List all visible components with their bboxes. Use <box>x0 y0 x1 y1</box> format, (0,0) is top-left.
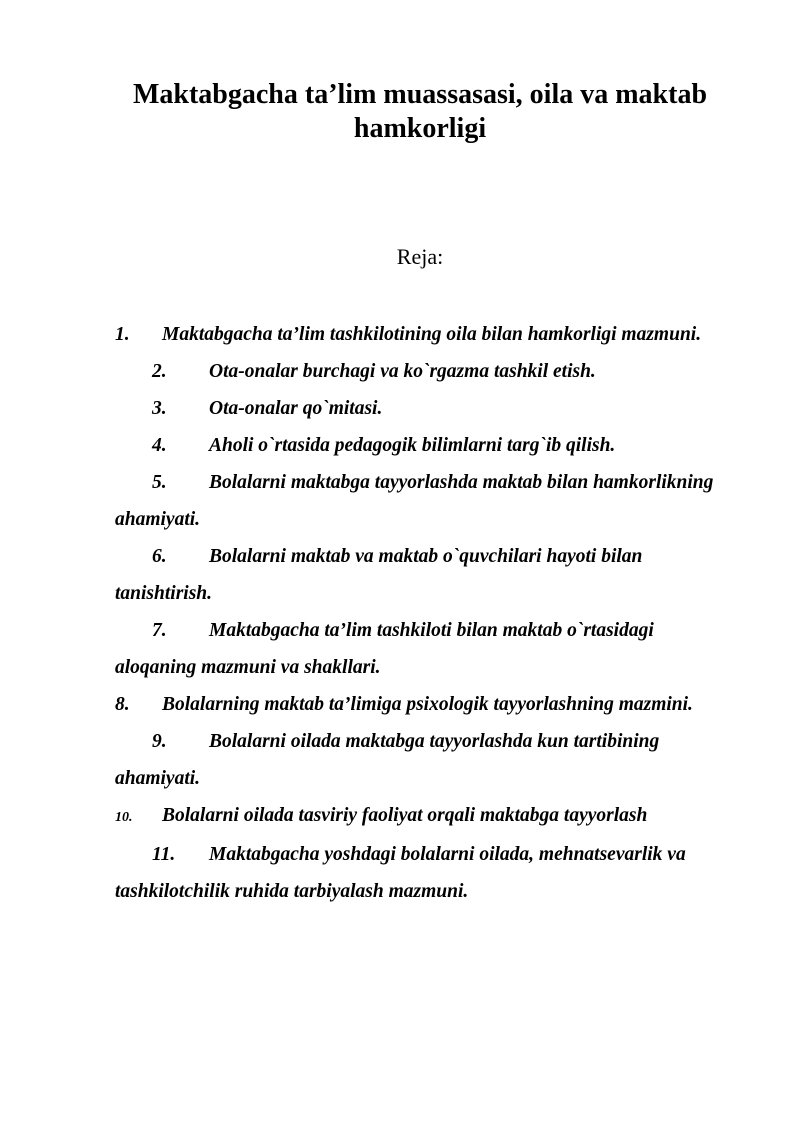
plan-item-number: 7. <box>152 620 167 641</box>
plan-item-number: 4. <box>152 435 167 456</box>
plan-item-text: Bolalarning maktab ta’limiga psixologik tayyorlashning mazmini. <box>162 694 693 715</box>
plan-item-text: Aholi o`rtasida pedagogik bilimlarni targ`ib qilish. <box>209 435 616 456</box>
plan-list <box>115 316 725 910</box>
plan-item-number: 3. <box>152 398 167 419</box>
plan-item-text: Ota-onalar burchagi va ko`rgazma tashkil etish. <box>209 361 596 382</box>
plan-item-number: 5. <box>152 472 167 493</box>
plan-item-text: Bolalarni maktabga tayyorlashda maktab bilan hamkorlikning ahamiyati. <box>115 472 714 530</box>
plan-item <box>115 427 725 464</box>
plan-item-text: Ota-onalar qo`mitasi. <box>209 398 383 419</box>
plan-item-text: Maktabgacha yoshdagi bolalarni oilada, mehnatsevarlik va tashkilotchilik ruhida tarbiyalash mazmuni. <box>115 844 686 902</box>
plan-item-number: 6. <box>152 546 167 567</box>
document-title: Maktabgacha ta’lim muassasasi, oila va maktab hamkorligi <box>132 79 708 144</box>
plan-item-number: 10. <box>115 810 133 825</box>
plan-item <box>115 538 725 612</box>
plan-item-text: Bolalarni maktab va maktab o`quvchilari hayoti bilan tanishtirish. <box>115 546 643 604</box>
plan-item-number: 8. <box>115 694 130 715</box>
plan-item <box>115 797 725 836</box>
plan-item <box>115 612 725 686</box>
plan-item-text: Maktabgacha ta’lim tashkiloti bilan maktab o`rtasidagi aloqaning mazmuni va shakllari. <box>115 620 654 678</box>
plan-item <box>115 390 725 427</box>
plan-heading: Reja: <box>396 244 444 269</box>
plan-item-text: Bolalarni oilada maktabga tayyorlashda kun tartibining ahamiyati. <box>115 731 660 789</box>
plan-item <box>115 723 725 797</box>
plan-item-number: 9. <box>152 731 167 752</box>
plan-item-number: 1. <box>115 324 130 345</box>
plan-item <box>115 316 725 353</box>
plan-item <box>115 686 725 723</box>
plan-item-number: 2. <box>152 361 167 382</box>
plan-item <box>115 464 725 538</box>
plan-item-text: Bolalarni oilada tasviriy faoliyat orqali maktabga tayyorlash <box>162 805 648 826</box>
plan-item <box>115 353 725 390</box>
plan-item-number: 11. <box>152 844 176 865</box>
plan-item-text: Maktabgacha ta’lim tashkilotining oila bilan hamkorligi mazmuni. <box>162 324 702 345</box>
plan-item <box>115 836 725 910</box>
